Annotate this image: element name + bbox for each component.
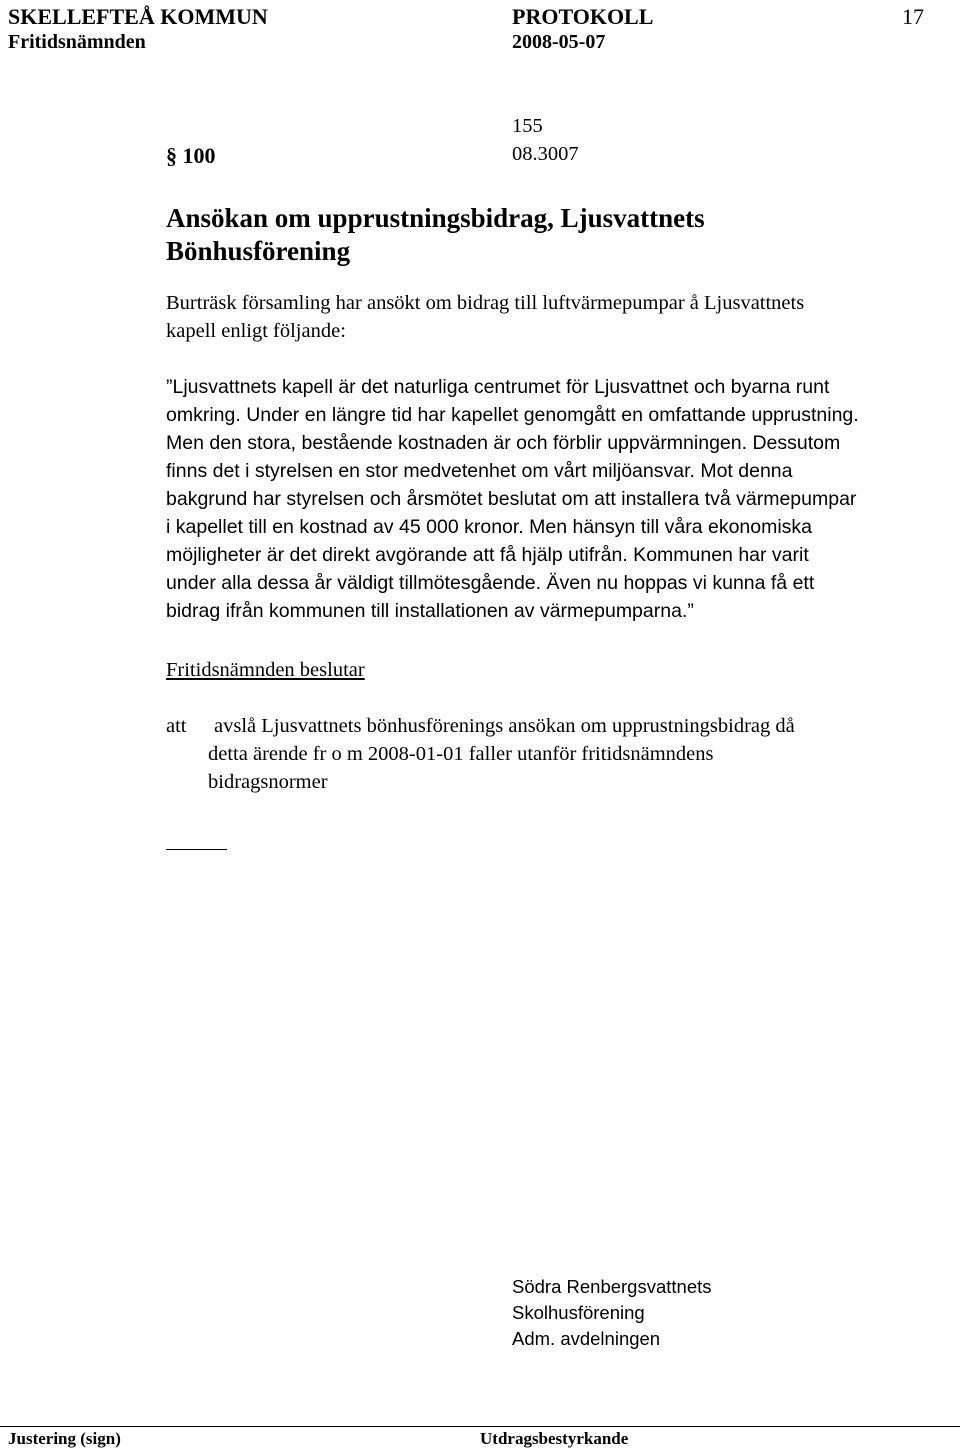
intro-line2: kapell enligt följande: <box>166 320 346 342</box>
quote-line: i kapellet till en kostnad av 45 000 kronor. Men hänsyn till våra ekonomiska <box>166 516 813 538</box>
intro-line1: Burträsk församling har ansökt om bidrag till luftvärmepumpar å Ljusvattnets <box>166 292 805 314</box>
distribution-item: Skolhusförening <box>512 1302 645 1323</box>
org-name: SKELLEFTEÅ KOMMUN <box>8 4 268 29</box>
separator-line <box>166 849 227 850</box>
quote-line: bidrag ifrån kommunen till installationen av värmepumparna.” <box>166 600 694 622</box>
decision-line2: detta ärende fr o m 2008-01-01 faller utanför fritidsnämndens <box>208 743 714 765</box>
committee-name: Fritidsnämnden <box>8 31 146 53</box>
quote-line: finns det i styrelsen en stor medvetenhet om vårt miljöansvar. Mot denna <box>166 460 793 482</box>
doc-title-line2: Bönhusförening <box>166 236 351 266</box>
quote-line: ”Ljusvattnets kapell är det naturliga centrumet för Ljusvattnet och byarna runt <box>166 376 830 398</box>
meeting-date: 2008-05-07 <box>512 31 606 53</box>
paragraph-number: § 100 <box>166 143 216 168</box>
doc-title-line1: Ansökan om upprustningsbidrag, Ljusvattnets <box>166 203 705 233</box>
footer-justering: Justering (sign) <box>8 1429 121 1448</box>
distribution-item: Adm. avdelningen <box>512 1328 661 1349</box>
quote-line: under alla dessa år väldigt tillmötesgående. Även nu hoppas vi kunna få ett <box>166 572 815 594</box>
page-number: 17 <box>902 4 924 29</box>
diary-number: 08.3007 <box>512 143 579 165</box>
quote-line: omkring. Under en längre tid har kapellet genomgått en omfattande upprustning. <box>166 404 859 426</box>
footer-utdrag: Utdragsbestyrkande <box>480 1429 629 1448</box>
section-number: 155 <box>512 115 543 137</box>
decision-line1: avslå Ljusvattnets bönhusförenings ansökan om upprustningsbidrag då <box>214 715 795 737</box>
distribution-list <box>512 1274 712 1352</box>
quote-line: bakgrund har styrelsen och årsmötet beslutat om att installera två värmepumpar <box>166 488 857 510</box>
decision-heading: Fritidsnämnden beslutar <box>166 659 365 681</box>
quote-line: Men den stora, bestående kostnaden är och förblir uppvärmningen. Dessutom <box>166 432 841 454</box>
decision-att: att <box>166 715 187 737</box>
doc-type: PROTOKOLL <box>512 4 654 29</box>
footer-rule <box>0 1426 960 1427</box>
distribution-item: Södra Renbergsvattnets <box>512 1276 712 1297</box>
decision-line3: bidragsnormer <box>208 771 328 793</box>
quote-paragraph <box>166 373 859 625</box>
quote-line: möjligheter är det direkt avgörande att få hjälp utifrån. Kommunen har varit <box>166 544 809 566</box>
